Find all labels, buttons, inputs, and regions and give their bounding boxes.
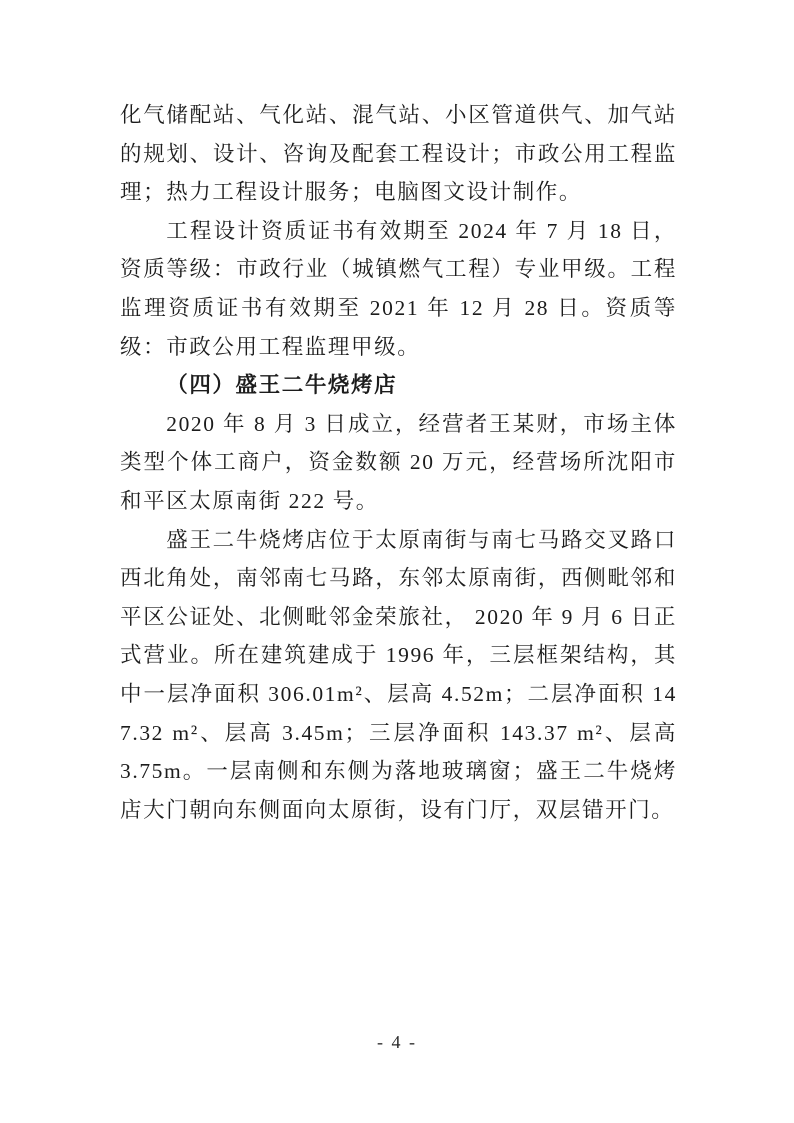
text-block [120, 96, 677, 829]
section-heading-shengwang-erniu-bbq: （四）盛王二牛烧烤店 [166, 373, 398, 398]
page-number: - 4 - [377, 1032, 417, 1052]
paragraph-business-registration: 2020 年 8 月 3 日成立，经营者王某财，市场主体类型个体工商户，资金数额 20 万元，经营场所沈阳市和平区太原南街 222 号。 [120, 411, 677, 513]
paragraph-qualification-certificates: 工程设计资质证书有效期至 2024 年 7 月 18 日，资质等级：市政行业（城镇燃气工程）专业甲级。工程监理资质证书有效期至 2021 年 12 月 28 日。资质等级：市政公用工程监理甲级。 [120, 218, 677, 359]
paragraph-business-scope: 化气储配站、气化站、混气站、小区管道供气、加气站的规划、设计、咨询及配套工程设计；市政公用工程监理；热力工程设计服务；电脑图文设计制作。 [120, 103, 677, 205]
paragraph-building-description: 盛王二牛烧烤店位于太原南街与南七马路交叉路口西北角处，南邻南七马路，东邻太原南街，西侧毗邻和平区公证处、北侧毗邻金荣旅社， 2020 年 9 月 6 日正式营业。所在建筑建成于 1996 年，三层框架结构，其中一层净面积 306.01m²、层高 4.52m；二层净面积 147.32 m²、层高 3.45m；三层净面积 143.37 m²、层高 3.75m。一层南侧和东侧为落地玻璃窗；盛王二牛烧烤店大门朝向东侧面向太原街，设有门厅，双层错开门。 [120, 527, 677, 822]
